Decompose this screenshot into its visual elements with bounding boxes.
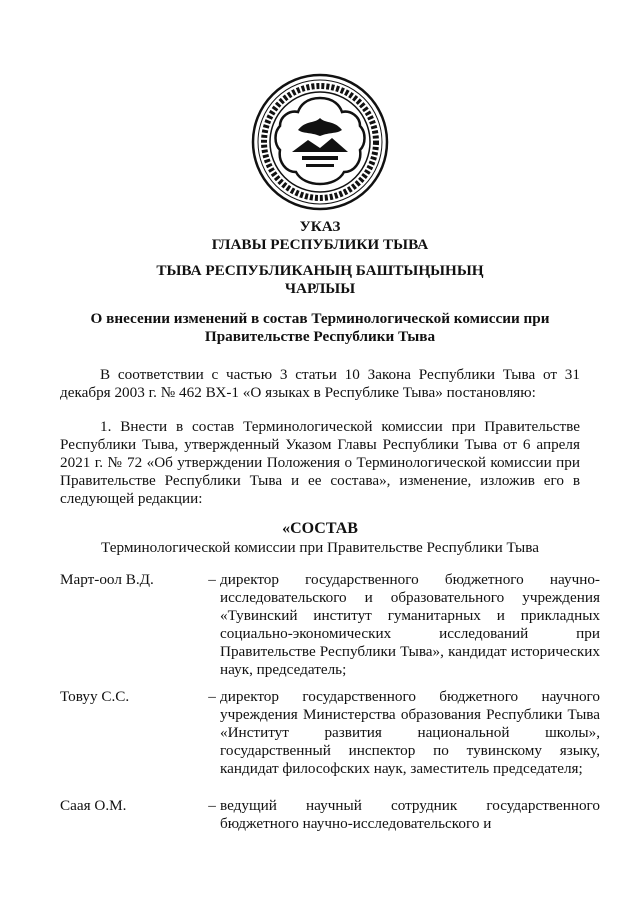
member-name: Март-оол В.Д. <box>60 571 154 588</box>
member-description: директор государственного бюджетного научного учреждения Министерства образования Республики Тыва «Институт развития национальной школы», государственный инспектор по тувинскому языку, кандидат философских наук, заместитель председателя; <box>220 688 600 777</box>
coat-of-arms-emblem-icon <box>250 72 390 212</box>
preamble-paragraph: В соответствии с частью 3 статьи 10 Закона Республики Тыва от 31 декабря 2003 г. № 462 ВХ-1 «О языках в Республике Тыва» постановляю: <box>60 366 580 401</box>
decree-subject-line1: О внесении изменений в состав Терминологической комиссии при <box>90 310 550 327</box>
decree-title-tuvan-line2: ЧАРЛЫЫ <box>284 280 356 297</box>
member-description: ведущий научный сотрудник государственного бюджетного научно-исследовательского и <box>220 797 600 832</box>
member-dash: – <box>208 571 216 588</box>
decree-title-tuvan-line1: ТЫВА РЕСПУБЛИКАНЫҢ БАШТЫҢЫНЫҢ <box>156 262 484 279</box>
decree-subject-line2: Правительстве Республики Тыва <box>204 328 436 345</box>
member-description: директор государственного бюджетного научно-исследовательского и образовательного учреждения «Тувинский институт гуманитарных и прикладных социально-экономических исследований при Правительстве Республики Тыва», кандидат исторических наук, председатель; <box>220 571 600 678</box>
decree-title-line2: ГЛАВЫ РЕСПУБЛИКИ ТЫВА <box>211 236 429 253</box>
member-dash: – <box>208 797 216 814</box>
decree-title <box>60 218 580 254</box>
decree-subject <box>60 310 580 346</box>
member-dash: – <box>208 688 216 705</box>
clause-1-paragraph: 1. Внести в состав Терминологической комиссии при Правительстве Республики Тыва, утвержденный Указом Главы Республики Тыва от 6 апреля 2021 г. № 72 «Об утверждении Положения о Терминологической комиссии при Правительстве Республики Тыва и ее состава», изменение, изложив его в следующей редакции: <box>60 418 580 507</box>
decree-title-tuvan <box>60 262 580 298</box>
member-name: Саая О.М. <box>60 797 127 814</box>
decree-title-line1: УКАЗ <box>299 218 341 235</box>
composition-title: «СОСТАВ <box>282 520 358 537</box>
member-name: Товуу С.С. <box>60 688 130 705</box>
composition-subtitle: Терминологической комиссии при Правительстве Республики Тыва <box>101 539 539 556</box>
